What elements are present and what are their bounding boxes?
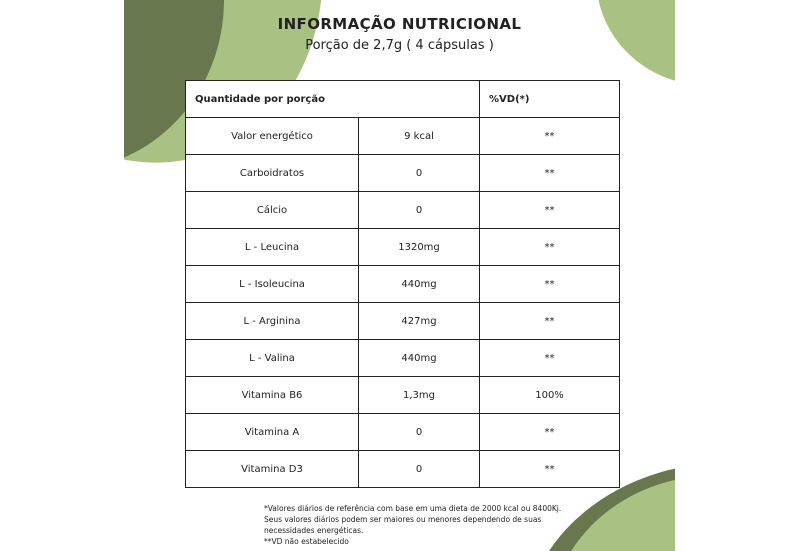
nutrient-vd: ** [480, 155, 620, 192]
nutrient-amount: 0 [359, 155, 480, 192]
footnote-line: necessidades energéticas. [264, 526, 364, 535]
nutrient-amount: 1,3mg [359, 377, 480, 414]
nutrient-vd: ** [480, 414, 620, 451]
table-row [186, 451, 620, 488]
serving-size: Porção de 2,7g ( 4 cápsulas ) [305, 38, 494, 53]
nutrition-label [124, 0, 675, 551]
nutrient-name: L - Isoleucina [186, 266, 359, 303]
nutrient-name: L - Leucina [186, 229, 359, 266]
table-row [186, 155, 620, 192]
table-row [186, 377, 620, 414]
header-vd: %VD(*) [480, 81, 620, 118]
nutrient-amount: 9 kcal [359, 118, 480, 155]
nutrient-name: Vitamina A [186, 414, 359, 451]
nutrient-name: Vitamina D3 [186, 451, 359, 488]
table-header-row [186, 81, 620, 118]
page-title: INFORMAÇÃO NUTRICIONAL [277, 15, 522, 33]
header-quantity: Quantidade por porção [186, 81, 480, 118]
table-row [186, 229, 620, 266]
nutrient-amount: 0 [359, 451, 480, 488]
table-row [186, 266, 620, 303]
nutrient-amount: 0 [359, 192, 480, 229]
footnote [264, 503, 564, 547]
table-row [186, 192, 620, 229]
footnote-line: *Valores diários de referência com base em uma dieta de 2000 kcal ou 8400Kj. [264, 504, 562, 513]
nutrition-table [185, 80, 620, 488]
nutrient-amount: 440mg [359, 340, 480, 377]
nutrient-vd: ** [480, 451, 620, 488]
nutrient-amount: 0 [359, 414, 480, 451]
footnote-line: Seus valores diários podem ser maiores ou menores dependendo de suas [264, 515, 542, 524]
nutrient-vd: ** [480, 303, 620, 340]
nutrient-name: Valor energético [186, 118, 359, 155]
nutrient-amount: 440mg [359, 266, 480, 303]
nutrient-name: Vitamina B6 [186, 377, 359, 414]
table-row [186, 118, 620, 155]
footnote-line: **VD não estabelecido [264, 537, 349, 546]
nutrient-name: L - Valina [186, 340, 359, 377]
nutrient-vd: ** [480, 229, 620, 266]
table-row [186, 303, 620, 340]
nutrient-vd: ** [480, 266, 620, 303]
nutrient-name: Cálcio [186, 192, 359, 229]
nutrient-name: L - Arginina [186, 303, 359, 340]
nutrient-name: Carboidratos [186, 155, 359, 192]
nutrient-vd: 100% [480, 377, 620, 414]
nutrient-amount: 1320mg [359, 229, 480, 266]
nutrient-vd: ** [480, 340, 620, 377]
nutrient-vd: ** [480, 118, 620, 155]
table-row [186, 340, 620, 377]
nutrient-amount: 427mg [359, 303, 480, 340]
nutrient-vd: ** [480, 192, 620, 229]
table-row [186, 414, 620, 451]
